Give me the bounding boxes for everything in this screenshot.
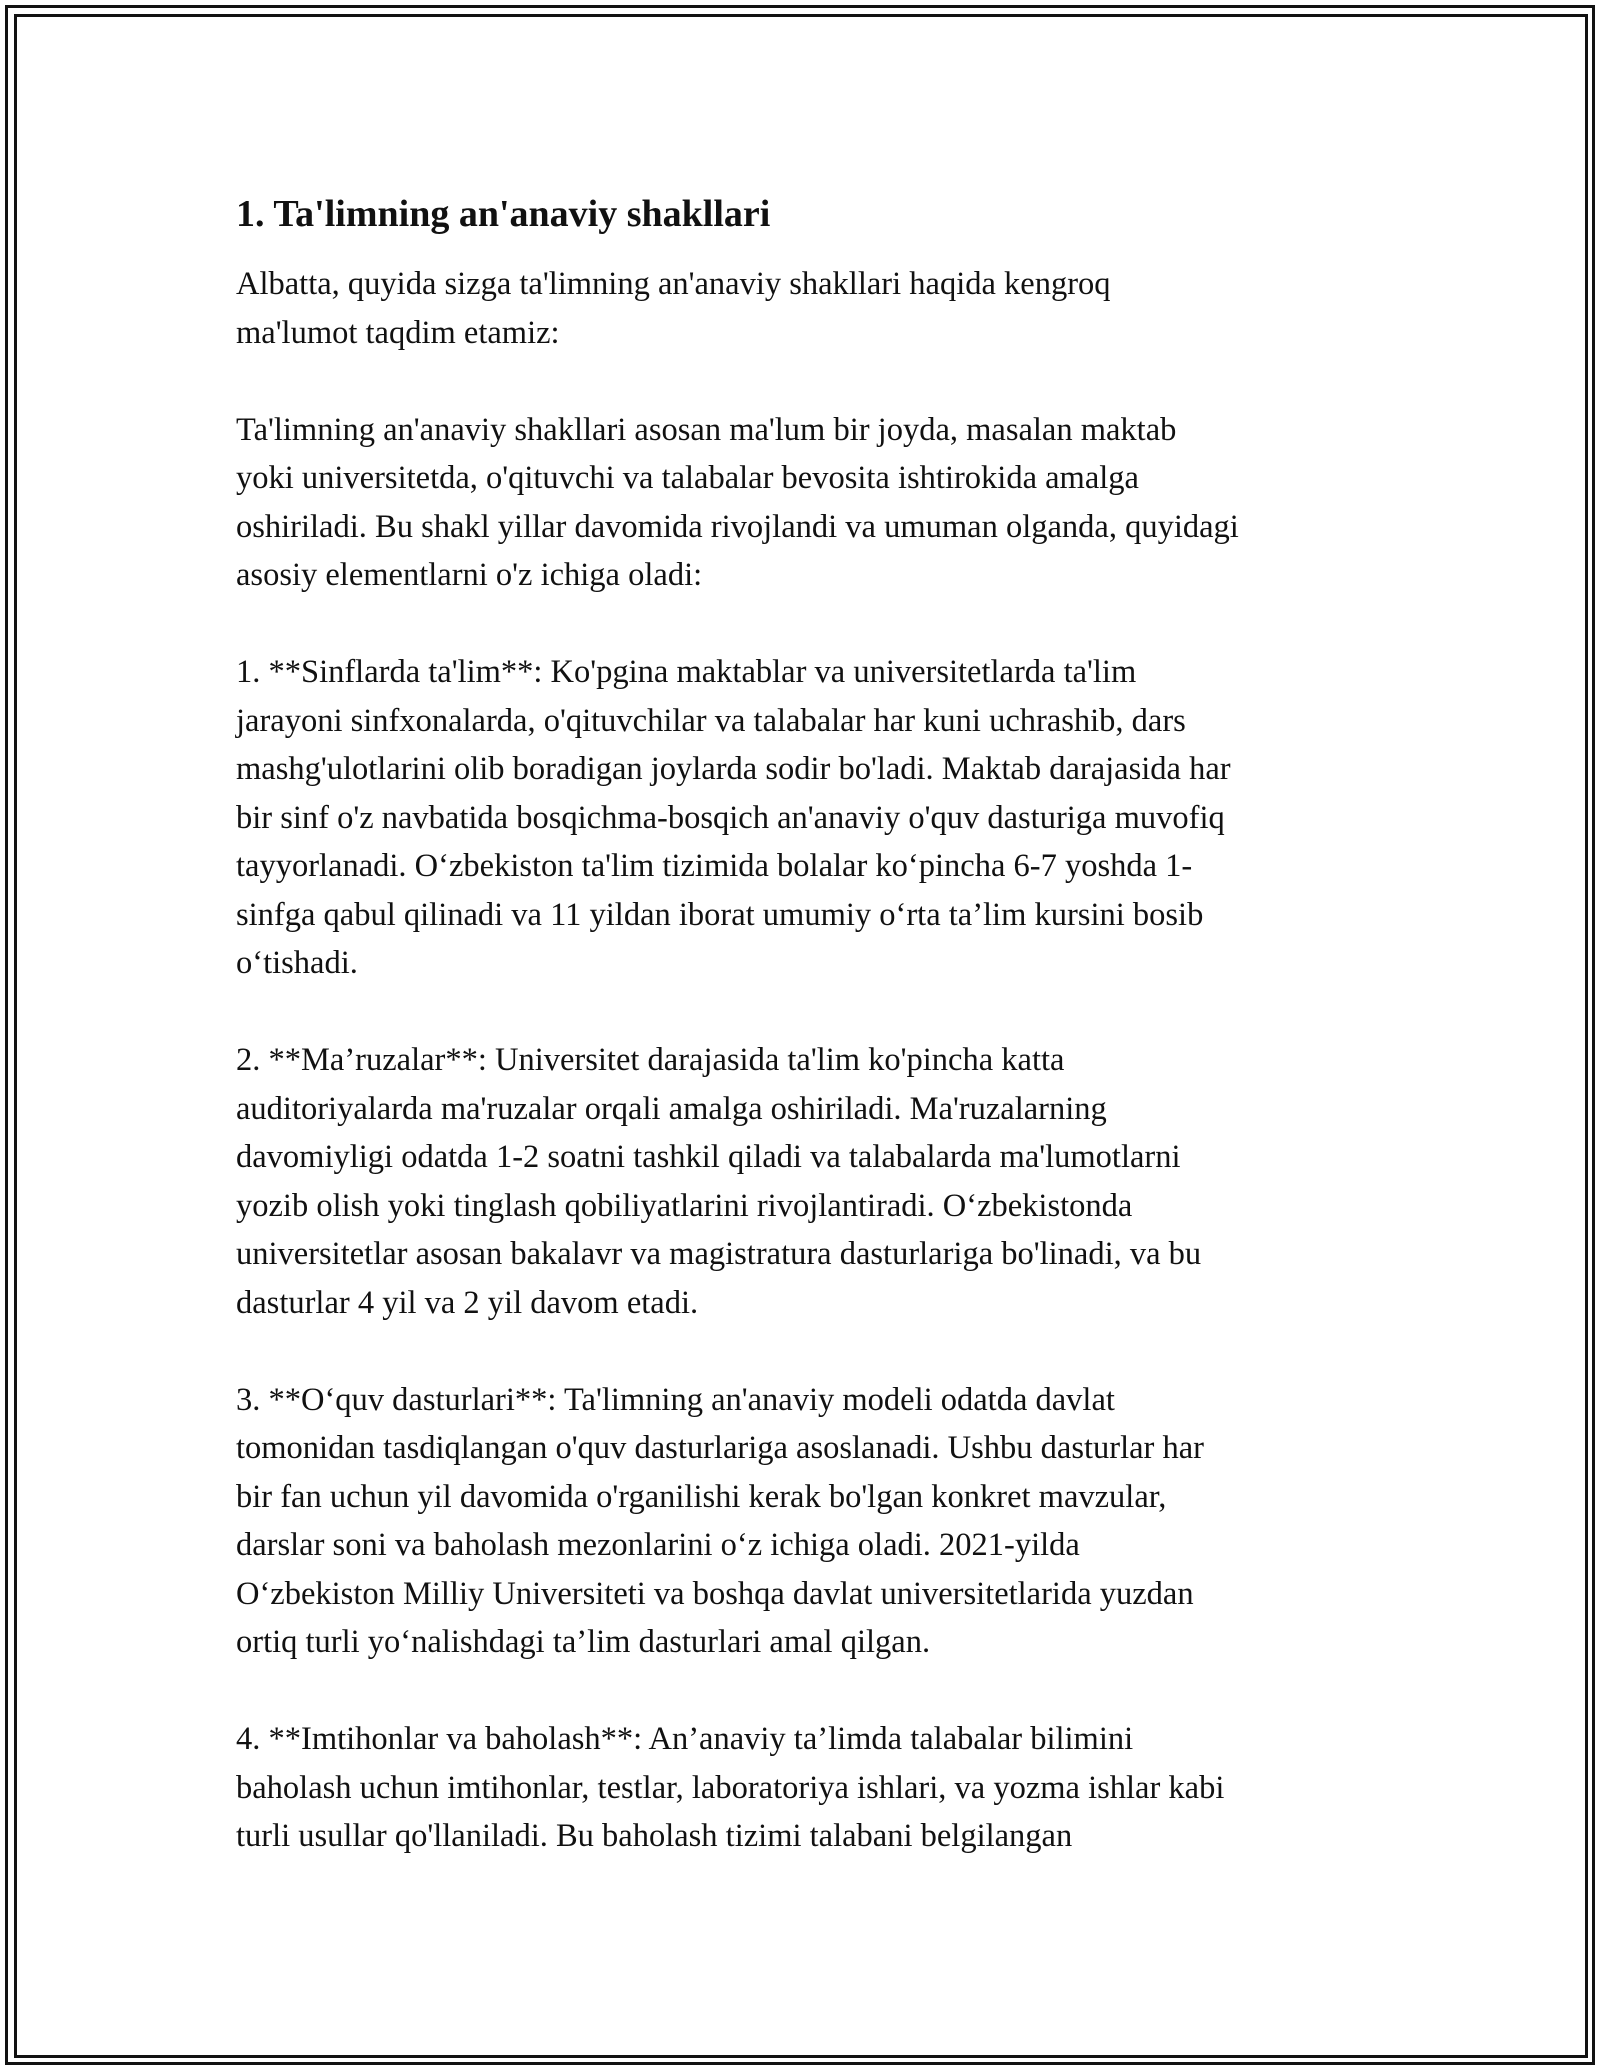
text-line: davomiyligi odatda 1-2 soatni tashkil qiladi va talabalarda ma'lumotlarni [236,1139,1181,1175]
text-line: jarayoni sinfxonalarda, o'qituvchilar va talabalar har kuni uchrashib, dars [236,702,1186,739]
text-line: yozib olish yoki tinglash qobiliyatlarini rivojlantiradi. O‘zbekistonda [236,1187,1133,1224]
list-item-curricula [236,1376,1386,1667]
list-item-lectures [236,1036,1386,1327]
text-line: bir fan uchun yil davomida o'rganilishi kerak bo'lgan konkret mavzular, [236,1478,1167,1515]
text-line: bir sinf o'z navbatida bosqichma-bosqich an'anaviy o'quv dasturiga muvofiq [236,799,1225,836]
section-heading: 1. Ta'limning an'anaviy shakllari [236,193,771,235]
text-line: sinfga qabul qilinadi va 11 yildan iborat umumiy o‘rta ta’lim kursini bosib [236,896,1204,933]
text-line: O‘zbekiston Milliy Universiteti va boshqa davlat universitetlarida yuzdan [236,1575,1194,1612]
list-item-classrooms [236,648,1386,988]
text-line: Albatta, quyida sizga ta'limning an'anaviy shakllari haqida kengroq [236,266,1111,302]
text-line: 1. **Sinflarda ta'lim**: Ko'pgina maktablar va universitetlarda ta'lim [236,654,1137,690]
text-line: mashg'ulotlarini olib boradigan joylarda sodir bo'ladi. Maktab darajasida har [236,751,1231,787]
list-item-exams [236,1715,1386,1861]
paragraph-intro [236,260,1386,357]
text-line: turli usullar qo'llaniladi. Bu baholash tizimi talabani belgilangan [236,1818,1073,1854]
text-line: tayyorlanadi. O‘zbekiston ta'lim tizimida bolalar ko‘pincha 6-7 yoshda 1- [236,848,1193,884]
text-line: oshiriladi. Bu shakl yillar davomida rivojlandi va umuman olganda, quyidagi [236,508,1239,545]
text-line: asosiy elementlarni o'z ichiga oladi: [236,557,703,593]
document-body [236,188,1386,1909]
text-line: 4. **Imtihonlar va baholash**: An’anaviy ta’limda talabalar bilimini [236,1721,1134,1757]
text-line: ma'lumot taqdim etamiz: [236,314,560,351]
text-line: baholash uchun imtihonlar, testlar, laboratoriya ishlari, va yozma ishlar kabi [236,1769,1225,1806]
text-line: yoki universitetda, o'qituvchi va talabalar bevosita ishtirokida amalga [236,460,1139,496]
text-line: darslar soni va baholash mezonlarini o‘z ichiga oladi. 2021-yilda [236,1527,1080,1563]
paragraph-overview [236,406,1386,600]
text-line: tomonidan tasdiqlangan o'quv dasturlariga asoslanadi. Ushbu dasturlar har [236,1430,1204,1466]
text-line: dasturlar 4 yil va 2 yil davom etadi. [236,1284,699,1321]
text-line: o‘tishadi. [236,945,358,981]
text-line: auditoriyalarda ma'ruzalar orqali amalga oshiriladi. Ma'ruzalarning [236,1090,1107,1127]
text-line: 3. **O‘quv dasturlari**: Ta'limning an'anaviy modeli odatda davlat [236,1381,1115,1418]
text-line: universitetlar asosan bakalavr va magistratura dasturlariga bo'linadi, va bu [236,1236,1202,1272]
text-line: ortiq turli yo‘nalishdagi ta’lim dasturlari amal qilgan. [236,1624,931,1660]
text-line: 2. **Ma’ruzalar**: Universitet darajasida ta'lim ko'pincha katta [236,1042,1065,1078]
text-line: Ta'limning an'anaviy shakllari asosan ma'lum bir joyda, masalan maktab [236,411,1177,448]
